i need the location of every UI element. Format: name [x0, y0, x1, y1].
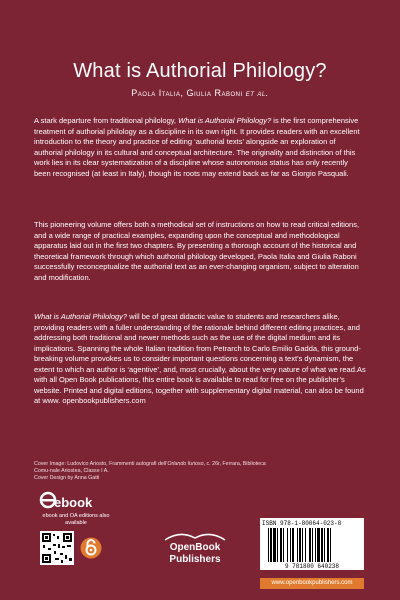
credit-italic: Orlando furioso — [167, 461, 204, 467]
cover-credits — [34, 461, 274, 483]
barcode-icon — [262, 528, 362, 564]
publisher-name — [140, 542, 250, 566]
p1-text-b: is the first comprehensive treatment of authorial philology as a discipline in its own right. It provides readers with an excellent introduction to the theory and practice of editing ‘authorial texts’ alongside an exploration of authorial philology in its cultural and conceptual architecture. The originality and distinction of this work lies in its clear systematization of a discipline whose autonomous status has only recently been recognised (at least in Italy), though its roots may extend back as far as Giorgio Pasquali. — [34, 116, 360, 178]
qr-code-icon[interactable] — [40, 531, 74, 565]
cover-image-credit — [34, 461, 274, 475]
open-access-icon — [80, 537, 102, 559]
authors-suffix: et al. — [245, 88, 269, 98]
barcode-bar — [330, 528, 331, 562]
barcode-bar — [317, 528, 320, 562]
p1-italic-title: What is Authorial Philology? — [178, 116, 272, 125]
blurb-paragraph-3 — [34, 312, 366, 407]
credit-text-b: , c. 26r, Ferrara, Biblioteca Comu-nale Ariostea, Classe I A. — [34, 461, 266, 475]
barcode-bar — [299, 528, 301, 562]
publisher-line-1: OpenBook — [169, 542, 221, 553]
isbn-label — [262, 520, 362, 527]
barcode-bar — [305, 528, 306, 562]
barcode-bar — [270, 528, 272, 562]
barcode-bar — [283, 528, 284, 562]
book-title: What is Authorial Philology? — [73, 60, 327, 82]
barcode-bar — [273, 528, 276, 562]
ebook-note: ebook and OA editions also available — [42, 513, 110, 526]
barcode-bar — [268, 528, 269, 562]
credit-text-a: Cover Image: Ludovico Ariosto, Frammenti autografi dell’ — [34, 461, 168, 467]
isbn-text: ISBN 978-1-80064-023-8 — [262, 520, 342, 527]
barcode-bar — [292, 528, 294, 562]
barcode-bar — [315, 528, 316, 562]
p3-text: will be of great didactic value to students and researchers alike, providing readers with a fuller understanding of the rationale behind different editing practices, and addressing both traditional and newer methods such as the use of the digital medium and its implications. Spanning the whole Italian tradition from Petrarch to Carlo Emilio Gadda, this ground-breaking volume provokes us to consider important questions concerning a text’s dynamism, the extent to which an author is ‘agentive’, and, most crucially, about the very nature of what we read.As with all Open Book publications, this entire book is available to read for free on the publisher’s website. Printed and digital editions, together with supplementary digital material, can also be found at www. openbookpublishers.com — [34, 312, 366, 405]
barcode-bar — [324, 528, 325, 562]
ebook-logo-text: ebook — [54, 495, 93, 510]
blurb-paragraph-1 — [34, 116, 366, 179]
barcode-bar — [277, 528, 278, 562]
barcode-bar — [280, 528, 282, 562]
barcode-bar — [327, 528, 329, 562]
ebook-icon — [40, 485, 93, 511]
openbook-logo-icon — [160, 528, 230, 542]
barcode-number: 9 781800 640238 — [284, 563, 339, 570]
barcode-bar — [321, 528, 323, 562]
authors-names: Paola Italia, Giulia Raboni — [131, 88, 243, 98]
barcode-bar — [287, 528, 288, 562]
p3-italic-title: What is Authorial Philology? — [34, 312, 128, 321]
barcode-bar — [302, 528, 303, 562]
barcode-bar — [290, 528, 291, 562]
barcode-bar — [309, 528, 311, 562]
authors-line — [0, 88, 400, 98]
publisher-website-link[interactable]: www.openbookpublishers.com — [260, 578, 364, 589]
cover-design-credit: Cover Design by Anna Gatti — [34, 475, 100, 482]
barcode-bar — [297, 528, 298, 562]
blurb-paragraph-2: This pioneering volume offers both a methodical set of instructions on how to read critical editions, and a wide range of practical examples, expanding upon the conceptual and methodological apparatus laid out in the first two chapters. By presenting a thorough account of the historical and theoretical framework through which authorial philology developed, Paola Italia and Giulia Raboni successfully reconceptualize the authorial text as an ever-changing organism, subject to alteration and modification. — [34, 220, 360, 282]
barcode-bar — [312, 528, 313, 562]
p1-text-a: A stark departure from traditional philology, — [34, 116, 179, 125]
publisher-line-2: Publishers — [169, 554, 221, 565]
